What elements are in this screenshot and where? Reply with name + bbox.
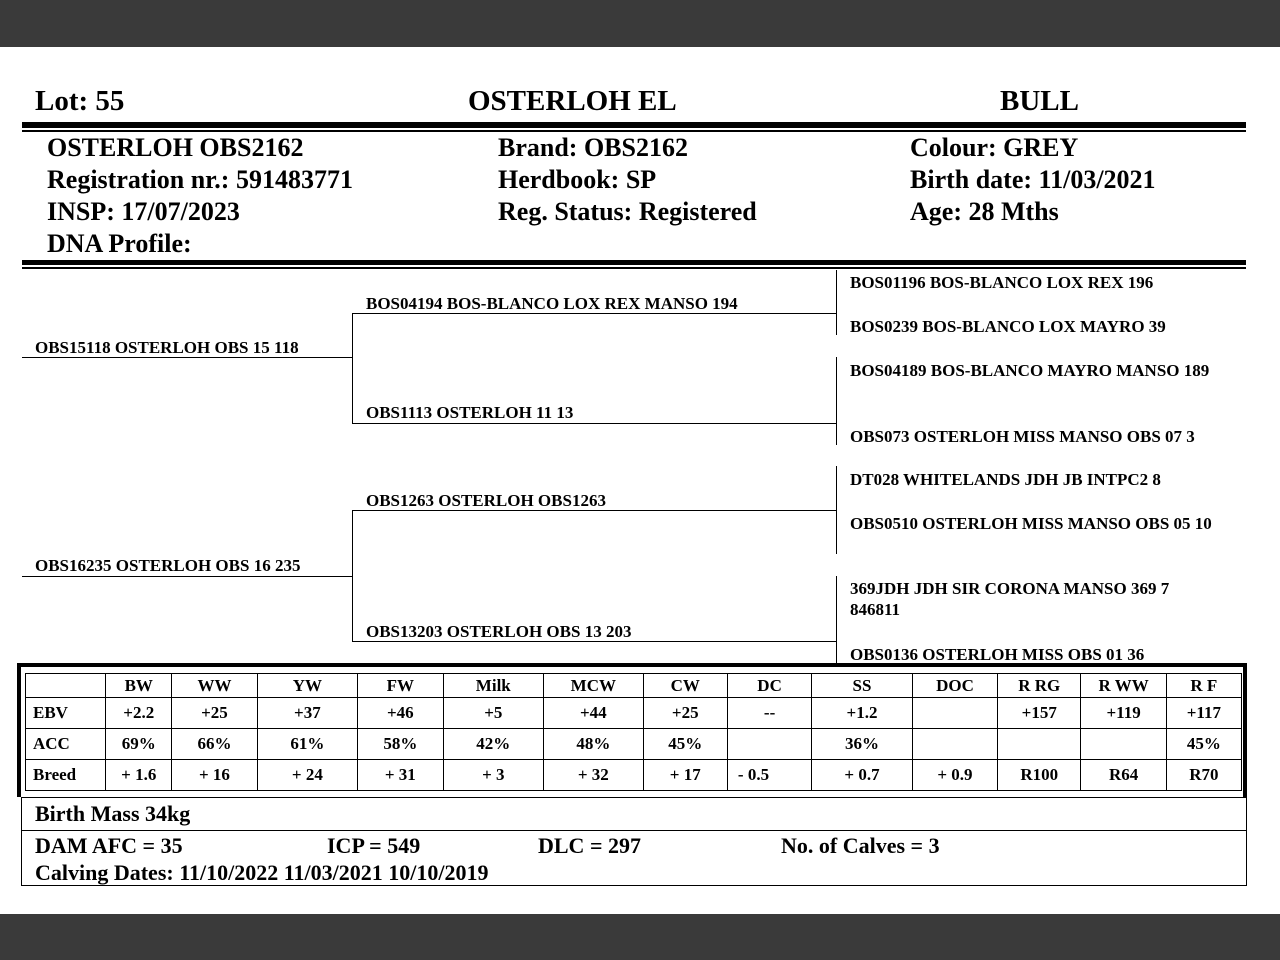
birth-mass-box [21,797,1247,831]
animal-name: OSTERLOH EL [468,85,677,117]
id-name: OSTERLOH OBS2162 [47,133,304,162]
dam-line [22,576,353,577]
ebv-col-header: DC [727,674,811,698]
pedigree-dam-sire: OBS1263 OSTERLOH OBS1263 [366,491,606,510]
dna-profile: DNA Profile: [47,229,192,258]
breed-cell: R100 [998,760,1081,791]
number-of-calves: No. of Calves = 3 [781,833,940,858]
ss-line [352,313,836,314]
sire-branch [352,313,353,424]
acc-cell: 48% [544,729,644,760]
ebv-cell: +25 [643,698,727,729]
acc-cell: 66% [172,729,257,760]
ebv-cell: +5 [443,698,544,729]
details-rule-thin [22,267,1246,269]
dam-branch [352,510,353,642]
ebv-col-header: FW [358,674,443,698]
ebv-col-header: R F [1166,674,1241,698]
pedigree-dam-dam: OBS13203 OSTERLOH OBS 13 203 [366,622,632,641]
acc-cell [1081,729,1166,760]
header-rule-thin [22,130,1246,132]
ds-line [352,510,836,511]
ebv-cell: +46 [358,698,443,729]
breed-cell: + 17 [643,760,727,791]
animal-sex: BULL [1000,85,1079,117]
ebv-col-header: YW [257,674,358,698]
ebv-cell [912,698,997,729]
pedigree-ssd: BOS0239 BOS-BLANCO LOX MAYRO 39 [850,317,1166,336]
details-rule-thick [22,260,1246,265]
breed-cell: + 16 [172,760,257,791]
acc-cell: 45% [643,729,727,760]
breed-cell: + 0.7 [812,760,913,791]
ebv-table [25,673,1242,791]
pedigree-sire-dam: OBS1113 OSTERLOH 11 13 [366,403,574,422]
sd-branch [836,357,837,445]
breed-cell: + 24 [257,760,358,791]
breed-row-label: Breed [26,760,106,791]
ebv-header-row [26,674,1242,698]
bottom-dark-bar [0,914,1280,960]
ebv-cell: +2.2 [106,698,172,729]
acc-cell: 58% [358,729,443,760]
colour: Colour: GREY [910,133,1079,162]
breed-cell: R64 [1081,760,1166,791]
icp: ICP = 549 [327,833,421,858]
ebv-row [26,698,1242,729]
ebv-col-header: MCW [544,674,644,698]
ebv-col-header: R WW [1081,674,1166,698]
pedigree-dds: 369JDH JDH SIR CORONA MANSO 369 7 846811 [850,579,1170,619]
reg-status: Reg. Status: Registered [498,197,757,226]
pedigree-ddd: OBS0136 OSTERLOH MISS OBS 01 36 [850,645,1145,664]
acc-row [26,729,1242,760]
ds-branch [836,466,837,554]
acc-cell: 61% [257,729,358,760]
ebv-col-header: Milk [443,674,544,698]
ebv-col-header: SS [812,674,913,698]
dlc: DLC = 297 [538,833,641,858]
dam-afc: DAM AFC = 35 [35,833,183,858]
acc-cell: 36% [812,729,913,760]
herdbook: Herdbook: SP [498,165,657,194]
breed-cell: + 32 [544,760,644,791]
brand: Brand: OBS2162 [498,133,688,162]
acc-cell: 45% [1166,729,1241,760]
acc-cell [912,729,997,760]
header-rule-thick [22,122,1246,128]
ebv-cell: -- [727,698,811,729]
lot-number: Lot: 55 [35,85,125,117]
ebv-col-header: WW [172,674,257,698]
breed-cell: + 3 [443,760,544,791]
pedigree-dsd: OBS0510 OSTERLOH MISS MANSO OBS 05 10 [850,514,1212,533]
pedigree-sds: BOS04189 BOS-BLANCO MAYRO MANSO 189 [850,361,1210,380]
birth-date: Birth date: 11/03/2021 [910,165,1156,194]
dd-branch [836,576,837,664]
acc-cell [727,729,811,760]
ebv-cell: +44 [544,698,644,729]
insp-date: INSP: 17/07/2023 [47,197,240,226]
ebv-cell: +117 [1166,698,1241,729]
birth-mass: Birth Mass 34kg [35,801,191,826]
pedigree-sire: OBS15118 OSTERLOH OBS 15 118 [35,338,299,357]
dd-line [352,641,836,642]
ebv-row-label: EBV [26,698,106,729]
age: Age: 28 Mths [910,197,1059,226]
sd-line [352,423,836,424]
pedigree-sdd: OBS073 OSTERLOH MISS MANSO OBS 07 3 [850,427,1195,446]
breed-row [26,760,1242,791]
ebv-col-header: R RG [998,674,1081,698]
ebv-col-header: CW [643,674,727,698]
acc-row-label: ACC [26,729,106,760]
ebv-cell: +157 [998,698,1081,729]
breed-cell: R70 [1166,760,1241,791]
calving-dates: Calving Dates: 11/10/2022 11/03/2021 10/10/2019 [35,860,489,885]
breed-cell: + 0.9 [912,760,997,791]
ss-branch [836,270,837,335]
pedigree-dam: OBS16235 OSTERLOH OBS 16 235 [35,556,301,575]
sire-line [22,357,353,358]
ebv-col-header [26,674,106,698]
pedigree-sire-sire: BOS04194 BOS-BLANCO LOX REX MANSO 194 [366,294,738,313]
breed-cell: - 0.5 [727,760,811,791]
breed-cell: + 1.6 [106,760,172,791]
ebv-cell: +25 [172,698,257,729]
ebv-cell: +1.2 [812,698,913,729]
pedigree-dss: DT028 WHITELANDS JDH JB INTPC2 8 [850,470,1161,489]
ebv-col-header: DOC [912,674,997,698]
acc-cell [998,729,1081,760]
acc-cell: 42% [443,729,544,760]
top-dark-bar [0,0,1280,47]
ebv-cell: +37 [257,698,358,729]
ebv-cell: +119 [1081,698,1166,729]
breed-cell: + 31 [358,760,443,791]
acc-cell: 69% [106,729,172,760]
registration-number: Registration nr.: 591483771 [47,165,353,194]
ebv-col-header: BW [106,674,172,698]
pedigree-sss: BOS01196 BOS-BLANCO LOX REX 196 [850,273,1154,292]
